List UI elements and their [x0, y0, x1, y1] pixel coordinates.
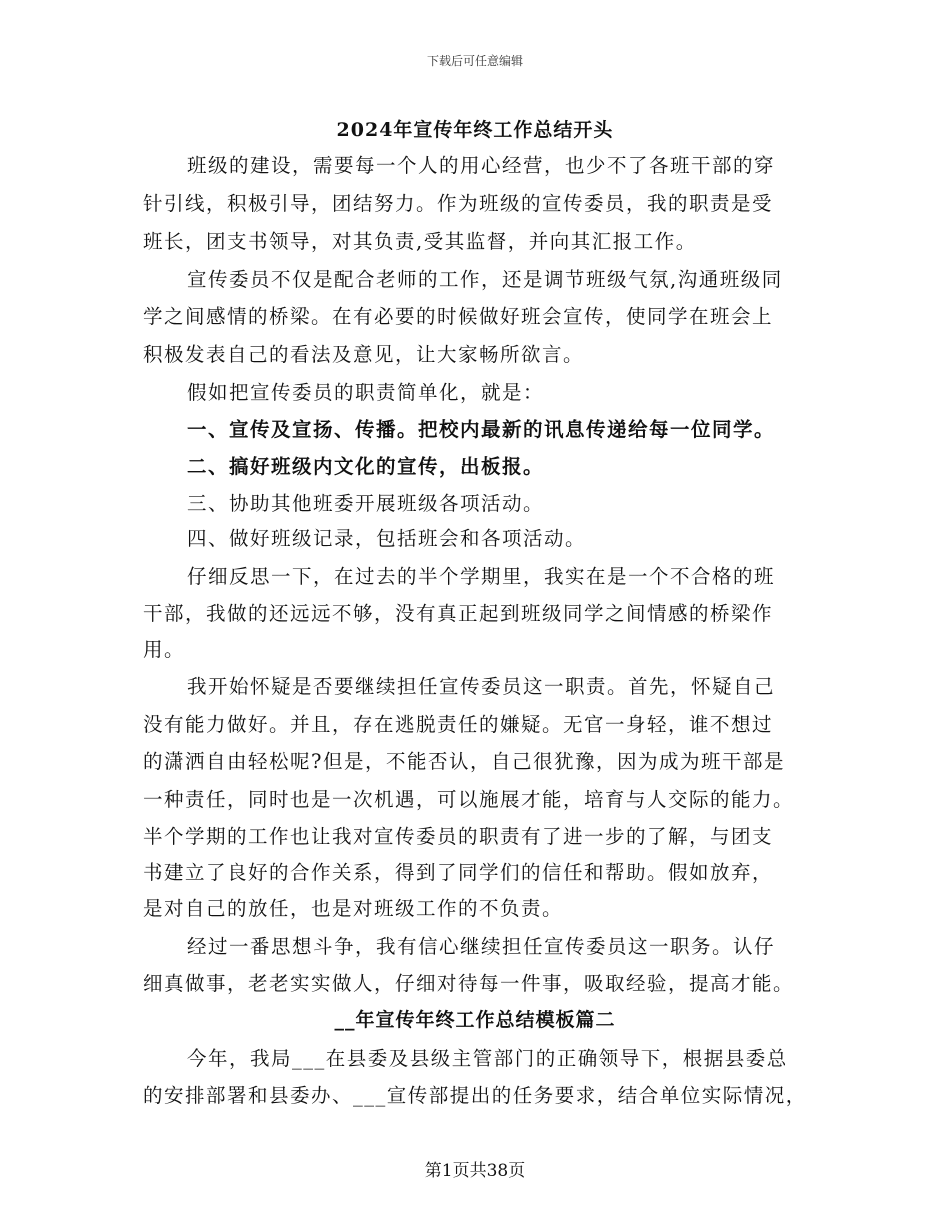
paragraph-line: 针引线，积极引导，团结努力。作为班级的宣传委员，我的职责是受 — [143, 192, 774, 215]
paragraph-line: 是对自己的放任，也是对班级工作的不负责。 — [143, 897, 564, 920]
paragraph-line: 今年，我局___在县委及县级主管部门的正确领导下，根据县委总 — [187, 1047, 788, 1070]
bold-list-item: 一、宣传及宣扬、传播。把校内最新的讯息传递给每一位同学。 — [187, 418, 776, 441]
paragraph-line: 我开始怀疑是否要继续担任宣传委员这一职责。首先，怀疑自己 — [187, 675, 776, 698]
bold-list-item: 二、搞好班级内文化的宣传，出板报。 — [187, 455, 545, 478]
paragraph-line: 书建立了良好的合作关系，得到了同学们的信任和帮助。假如放弃， — [143, 861, 774, 884]
paragraph-line: 细真做事，老老实实做人，仔细对待每一件事，吸取经验，提高才能。 — [143, 972, 795, 995]
paragraph-line: 干部，我做的还远远不够，没有真正起到班级同学之间情感的桥梁作 — [143, 602, 774, 625]
list-item: 三、协助其他班委开展班级各项活动。 — [187, 492, 545, 515]
paragraph-line: 用。 — [143, 638, 186, 661]
section-subtitle: __年宣传年终工作总结模板篇二 — [334, 1009, 616, 1031]
paragraph-line: 半个学期的工作也让我对宣传委员的职责有了进一步的了解，与团支 — [143, 825, 774, 848]
paragraph-line: 班级的建设，需要每一个人的用心经营，也少不了各班干部的穿 — [187, 154, 776, 177]
paragraph-line: 积极发表自己的看法及意见，让大家畅所欲言。 — [143, 343, 585, 366]
list-item: 四、做好班级记录，包括班会和各项活动。 — [187, 527, 587, 550]
paragraph-line: 的安排部署和县委办、___宣传部提出的任务要求，结合单位实际情况， — [143, 1084, 807, 1107]
paragraph-line: 一种责任，同时也是一次机遇，可以施展才能，培育与人交际的能力。 — [143, 788, 795, 811]
paragraph-line: 仔细反思一下，在过去的半个学期里，我实在是一个不合格的班 — [187, 565, 776, 588]
paragraph-line: 的潇洒自由轻松呢?但是，不能否认，自己很犹豫，因为成为班干部是 — [143, 750, 785, 773]
paragraph-line: 没有能力做好。并且，存在逃脱责任的嫌疑。无官一身轻，谁不想过 — [143, 713, 774, 736]
page-header: 下载后可任意编辑 — [426, 54, 523, 68]
paragraph-line: 经过一番思想斗争，我有信心继续担任宣传委员这一职务。认仔 — [187, 935, 776, 958]
page-footer: 第1页共38页 — [424, 1161, 526, 1181]
paragraph-line: 学之间感情的桥梁。在有必要的时候做好班会宣传，使同学在班会上 — [143, 305, 774, 328]
paragraph-line: 班长，团支书领导，对其负责,受其监督，并向其汇报工作。 — [143, 230, 697, 253]
paragraph-line: 假如把宣传委员的职责简单化，就是： — [187, 381, 545, 404]
document-title: 2024年宣传年终工作总结开头 — [336, 119, 614, 141]
paragraph-line: 宣传委员不仅是配合老师的工作，还是调节班级气氛,沟通班级同 — [187, 268, 783, 291]
